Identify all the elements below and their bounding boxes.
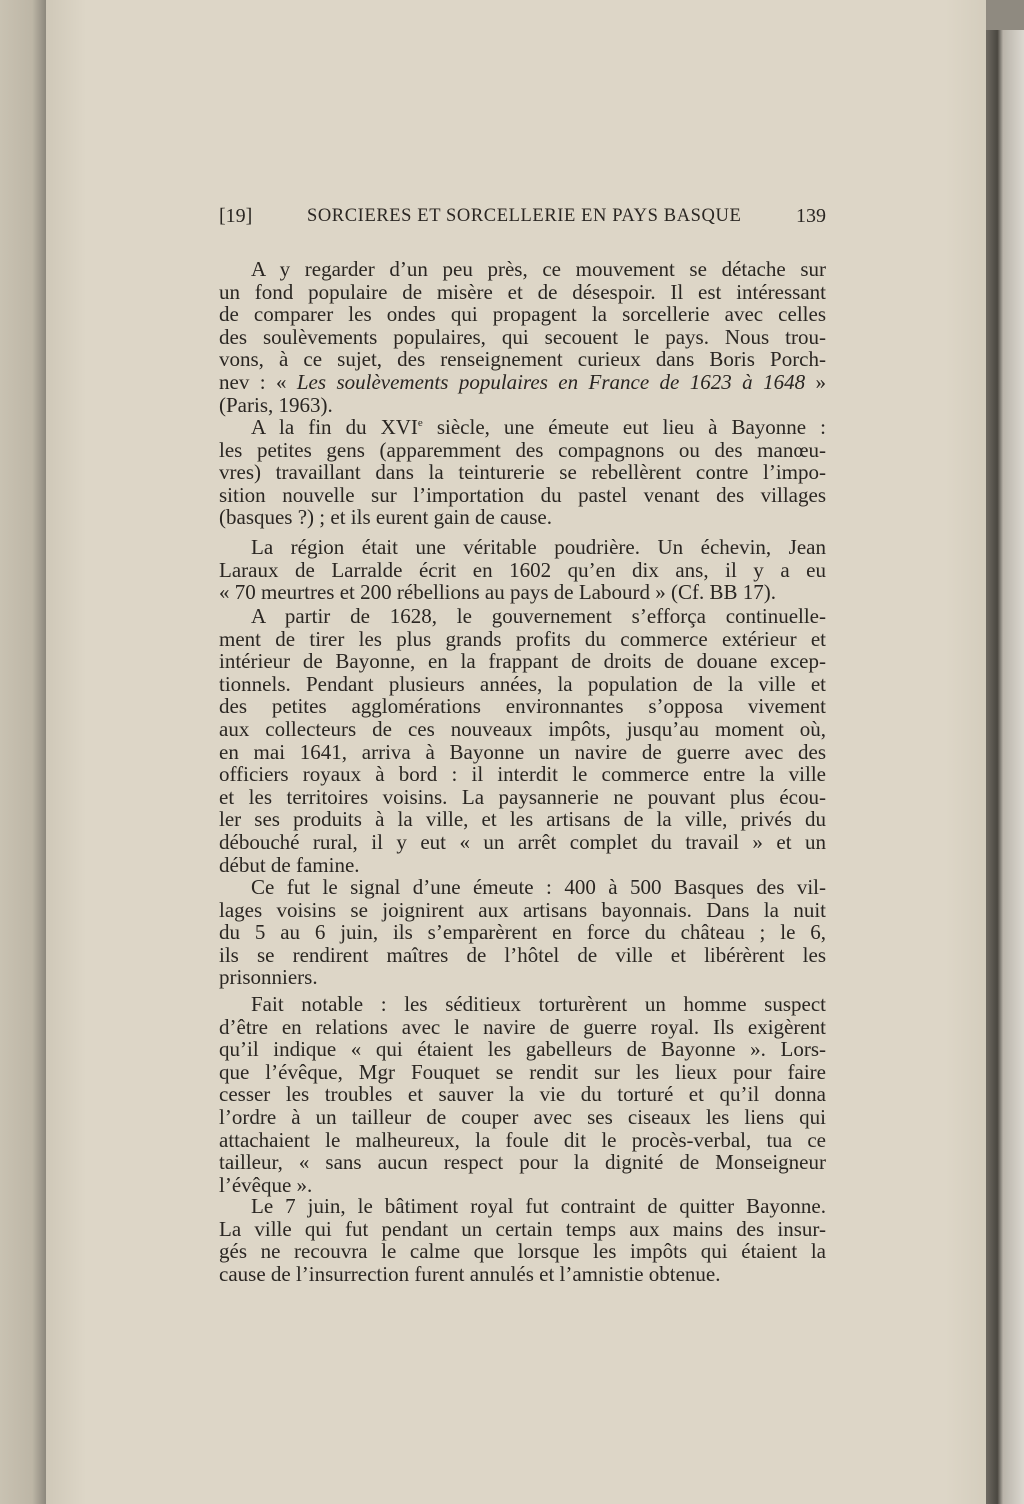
text-line: et les territoires voisins. La paysannerie ne pouvant plus écou- — [219, 784, 826, 809]
text-line: de comparer les ondes qui propagent la sorcellerie avec celles — [219, 302, 826, 327]
text-line: tionnels. Pendant plusieurs années, la population de la ville et — [219, 671, 826, 696]
text-line: ils se rendirent maîtres de l’hôtel de ville et libérèrent les — [219, 942, 826, 967]
text-line: Fait notable : les séditieux torturèrent un homme suspect — [251, 992, 826, 1016]
paragraph — [219, 258, 826, 416]
text-line: les petites gens (apparemment des compagnons ou des manœu- — [219, 437, 826, 462]
text-line — [219, 371, 826, 394]
text-line: La région était une véritable poudrière. Un échevin, Jean — [251, 535, 826, 559]
page-stack-edge — [986, 30, 1024, 1504]
text-line: intérieur de Bayonne, en la frappant de droits de douane excep- — [219, 649, 826, 674]
italic-title: Les soulèvements populaires en France de 1623 à 1648 — [296, 369, 806, 394]
text-line: gés ne recouvra le calme que lorsque les impôts qui étaient la — [219, 1239, 826, 1264]
text-line: Le 7 juin, le bâtiment royal fut contraint de quitter Bayonne. — [251, 1194, 826, 1218]
running-title: SORCIERES ET SORCELLERIE EN PAYS BASQUE — [306, 205, 742, 226]
text-line: « 70 meurtres et 200 rébellions au pays de Labourd » (Cf. BB 17). — [219, 580, 776, 605]
text-line: cause de l’insurrection furent annulés et l’amnistie obtenue. — [219, 1261, 721, 1286]
text-line: des petites agglomérations environnantes s’opposa vivement — [219, 694, 826, 719]
text-segment: siècle, une émeute eut lieu à Bayonne : — [422, 415, 826, 439]
paragraph — [219, 876, 826, 989]
paragraph — [219, 993, 826, 1196]
text-line: l’évêque ». — [219, 1172, 313, 1197]
text-line: tailleur, « sans aucun respect pour la dignité de Monseigneur — [219, 1150, 826, 1175]
text-line: ler ses produits à la ville, et les artisans de la ville, privés du — [219, 807, 826, 832]
text-line: La ville qui fut pendant un certain temps aux mains des insur- — [219, 1216, 826, 1241]
text-line: du 5 au 6 juin, ils s’emparèrent en force du château ; le 6, — [219, 920, 826, 945]
page-number: 139 — [796, 204, 826, 227]
text-line: en mai 1641, arriva à Bayonne un navire de guerre avec des — [219, 739, 826, 764]
text-line: des soulèvements populaires, qui secouent le pays. Nous trou- — [219, 324, 826, 349]
text-line: Laraux de Larralde écrit en 1602 qu’en dix ans, il y a eu — [219, 557, 826, 582]
text-line: début de famine. — [219, 852, 360, 877]
paragraph — [219, 416, 826, 529]
paragraph — [219, 1195, 826, 1285]
text-line: débouché rural, il y eut « un arrêt complet du travail » et un — [219, 829, 826, 854]
paragraph — [219, 536, 826, 604]
facing-page-edge — [0, 0, 46, 1504]
text-segment: A la fin du XVI — [251, 415, 418, 439]
text-line: officiers royaux à bord : il interdit le commerce entre la ville — [219, 762, 826, 787]
text-line: prisonniers. — [219, 965, 318, 990]
text-segment: » — [805, 369, 826, 394]
text-line: l’ordre à un tailleur de couper avec ses ciseaux les liens qui — [219, 1104, 826, 1129]
text-line: un fond populaire de misère et de désespoir. Il est intéressant — [219, 279, 826, 304]
text-line: vons, à ce sujet, des renseignement curieux dans Boris Porch- — [219, 347, 826, 372]
text-line: aux collecteurs de ces nouveaux impôts, jusqu’au moment où, — [219, 716, 826, 741]
text-line: (basques ?) ; et ils eurent gain de cause. — [219, 505, 552, 530]
text-line: qu’il indique « qui étaient les gabelleurs de Bayonne ». Lors- — [219, 1037, 826, 1062]
text-line: (Paris, 1963). — [219, 392, 333, 417]
paragraph — [219, 605, 826, 876]
text-line: que l’évêque, Mgr Fouquet se rendit sur les lieux pour faire — [219, 1059, 826, 1084]
text-segment: nev : « — [219, 369, 297, 394]
superscript: e — [417, 417, 423, 429]
text-line: sition nouvelle sur l’importation du pastel venant des villages — [219, 482, 826, 507]
chapter-number: [19] — [219, 204, 253, 227]
text-line: A partir de 1628, le gouvernement s’efforça continuelle- — [251, 604, 826, 628]
text-line: d’être en relations avec le navire de guerre royal. Ils exigèrent — [219, 1014, 826, 1039]
text-line — [219, 416, 826, 439]
text-line: vres) travaillant dans la teinturerie se rebellèrent contre l’impo- — [219, 460, 826, 485]
text-line: ment de tirer les plus grands profits du commerce extérieur et — [219, 626, 826, 651]
text-line: attachaient le malheureux, la foule dit le procès-verbal, tua ce — [219, 1127, 826, 1152]
text-line: cesser les troubles et sauver la vie du torturé et qu’il donna — [219, 1082, 826, 1107]
running-header — [219, 203, 826, 229]
text-line: Ce fut le signal d’une émeute : 400 à 500 Basques des vil- — [251, 875, 826, 899]
text-line: A y regarder d’un peu près, ce mouvement se détache sur — [251, 257, 826, 281]
text-line: lages voisins se joignirent aux artisans bayonnais. Dans la nuit — [219, 897, 826, 922]
